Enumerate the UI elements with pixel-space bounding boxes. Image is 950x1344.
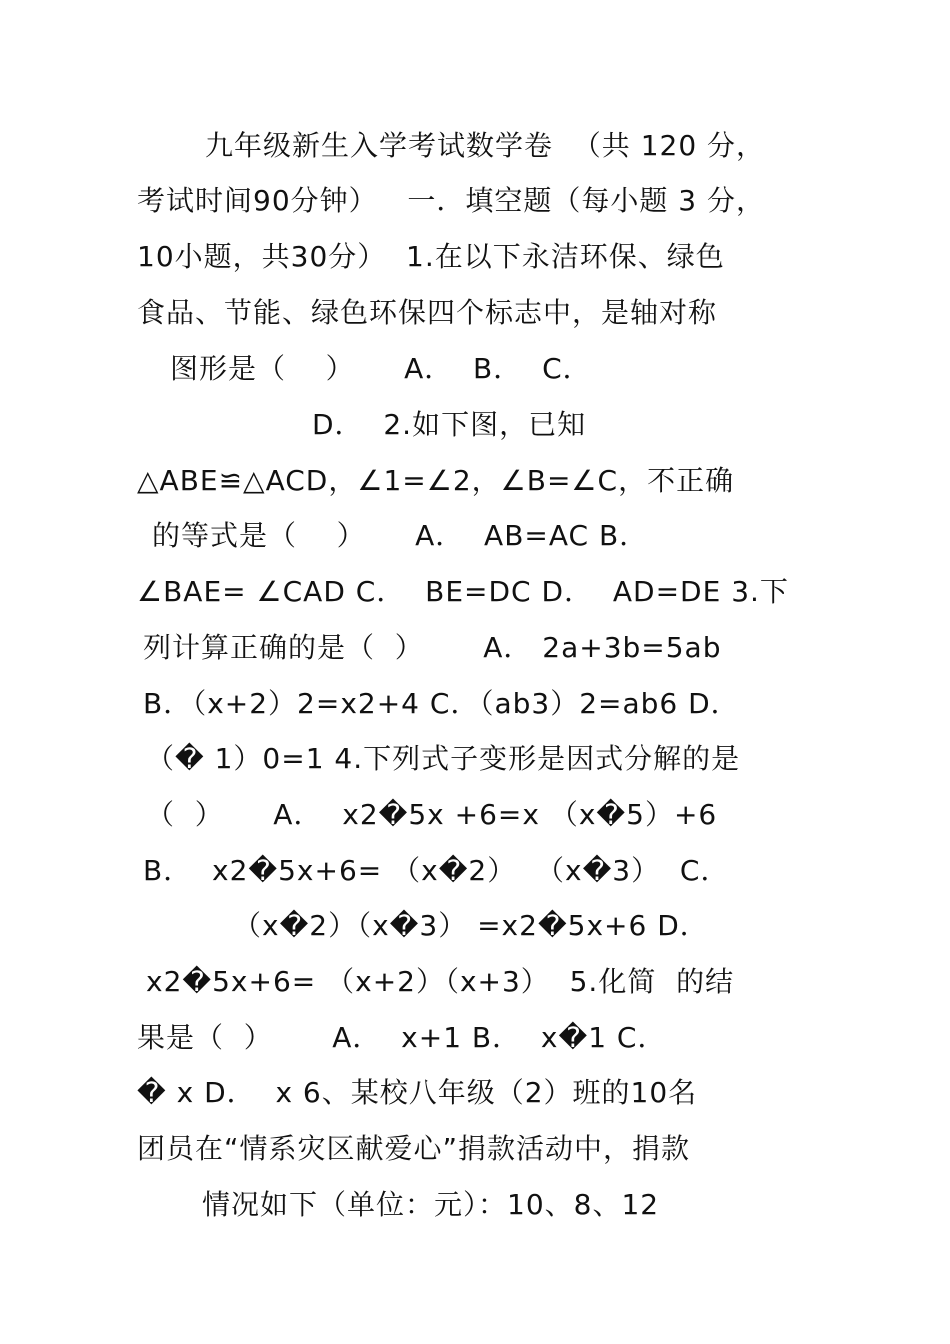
text-line: D． 2.如下图，已知	[312, 408, 587, 441]
text-line: （x�2）（x�3） =x2�5x+6 D．	[233, 909, 709, 942]
text-line: 食品、节能、绿色环保四个标志中，是轴对称	[137, 296, 718, 329]
text-line: x2�5x+6= （x+2）（x+3） 5.化简 的结	[146, 965, 735, 998]
text-line: （ ） A． x2�5x +6=x （x�5）+6	[146, 798, 718, 831]
text-line: � x D． x 6、某校八年级（2）班的10名	[137, 1076, 698, 1109]
text-line: 考试时间90分钟） 一．填空题（每小题 3 分，	[137, 184, 765, 217]
text-line: ∠BAE= ∠CAD C． BE=DC D． AD=DE 3.下	[137, 575, 789, 608]
text-line: 团员在“情系灾区献爱心”捐款活动中，捐款	[137, 1132, 691, 1165]
text-line: 图形是（ ） A． B． C．	[170, 352, 592, 385]
text-line: （� 1）0=1 4.下列式子变形是因式分解的是	[146, 742, 741, 775]
text-line-title: 九年级新生入学考试数学卷 （共 120 分，	[205, 129, 766, 162]
text-line: 列计算正确的是（ ） A． 2a+3b=5ab	[143, 631, 722, 664]
text-line: B．（x+2）2=x2+4 C．（ab3）2=ab6 D．	[143, 687, 740, 720]
text-line: 10小题，共30分） 1.在以下永洁环保、绿色	[137, 240, 725, 273]
text-line: 的等式是（ ） A． AB=AC B．	[152, 519, 649, 552]
text-line: B． x2�5x+6= （x�2） （x�3） C．	[143, 854, 730, 887]
text-line: 情况如下（单位：元）：10、8、12	[202, 1188, 660, 1221]
text-line: △ABE≌△ACD，∠1=∠2，∠B=∠C，不正确	[137, 464, 735, 497]
text-line: 果是（ ） A． x+1 B． x�1 C．	[137, 1021, 667, 1054]
